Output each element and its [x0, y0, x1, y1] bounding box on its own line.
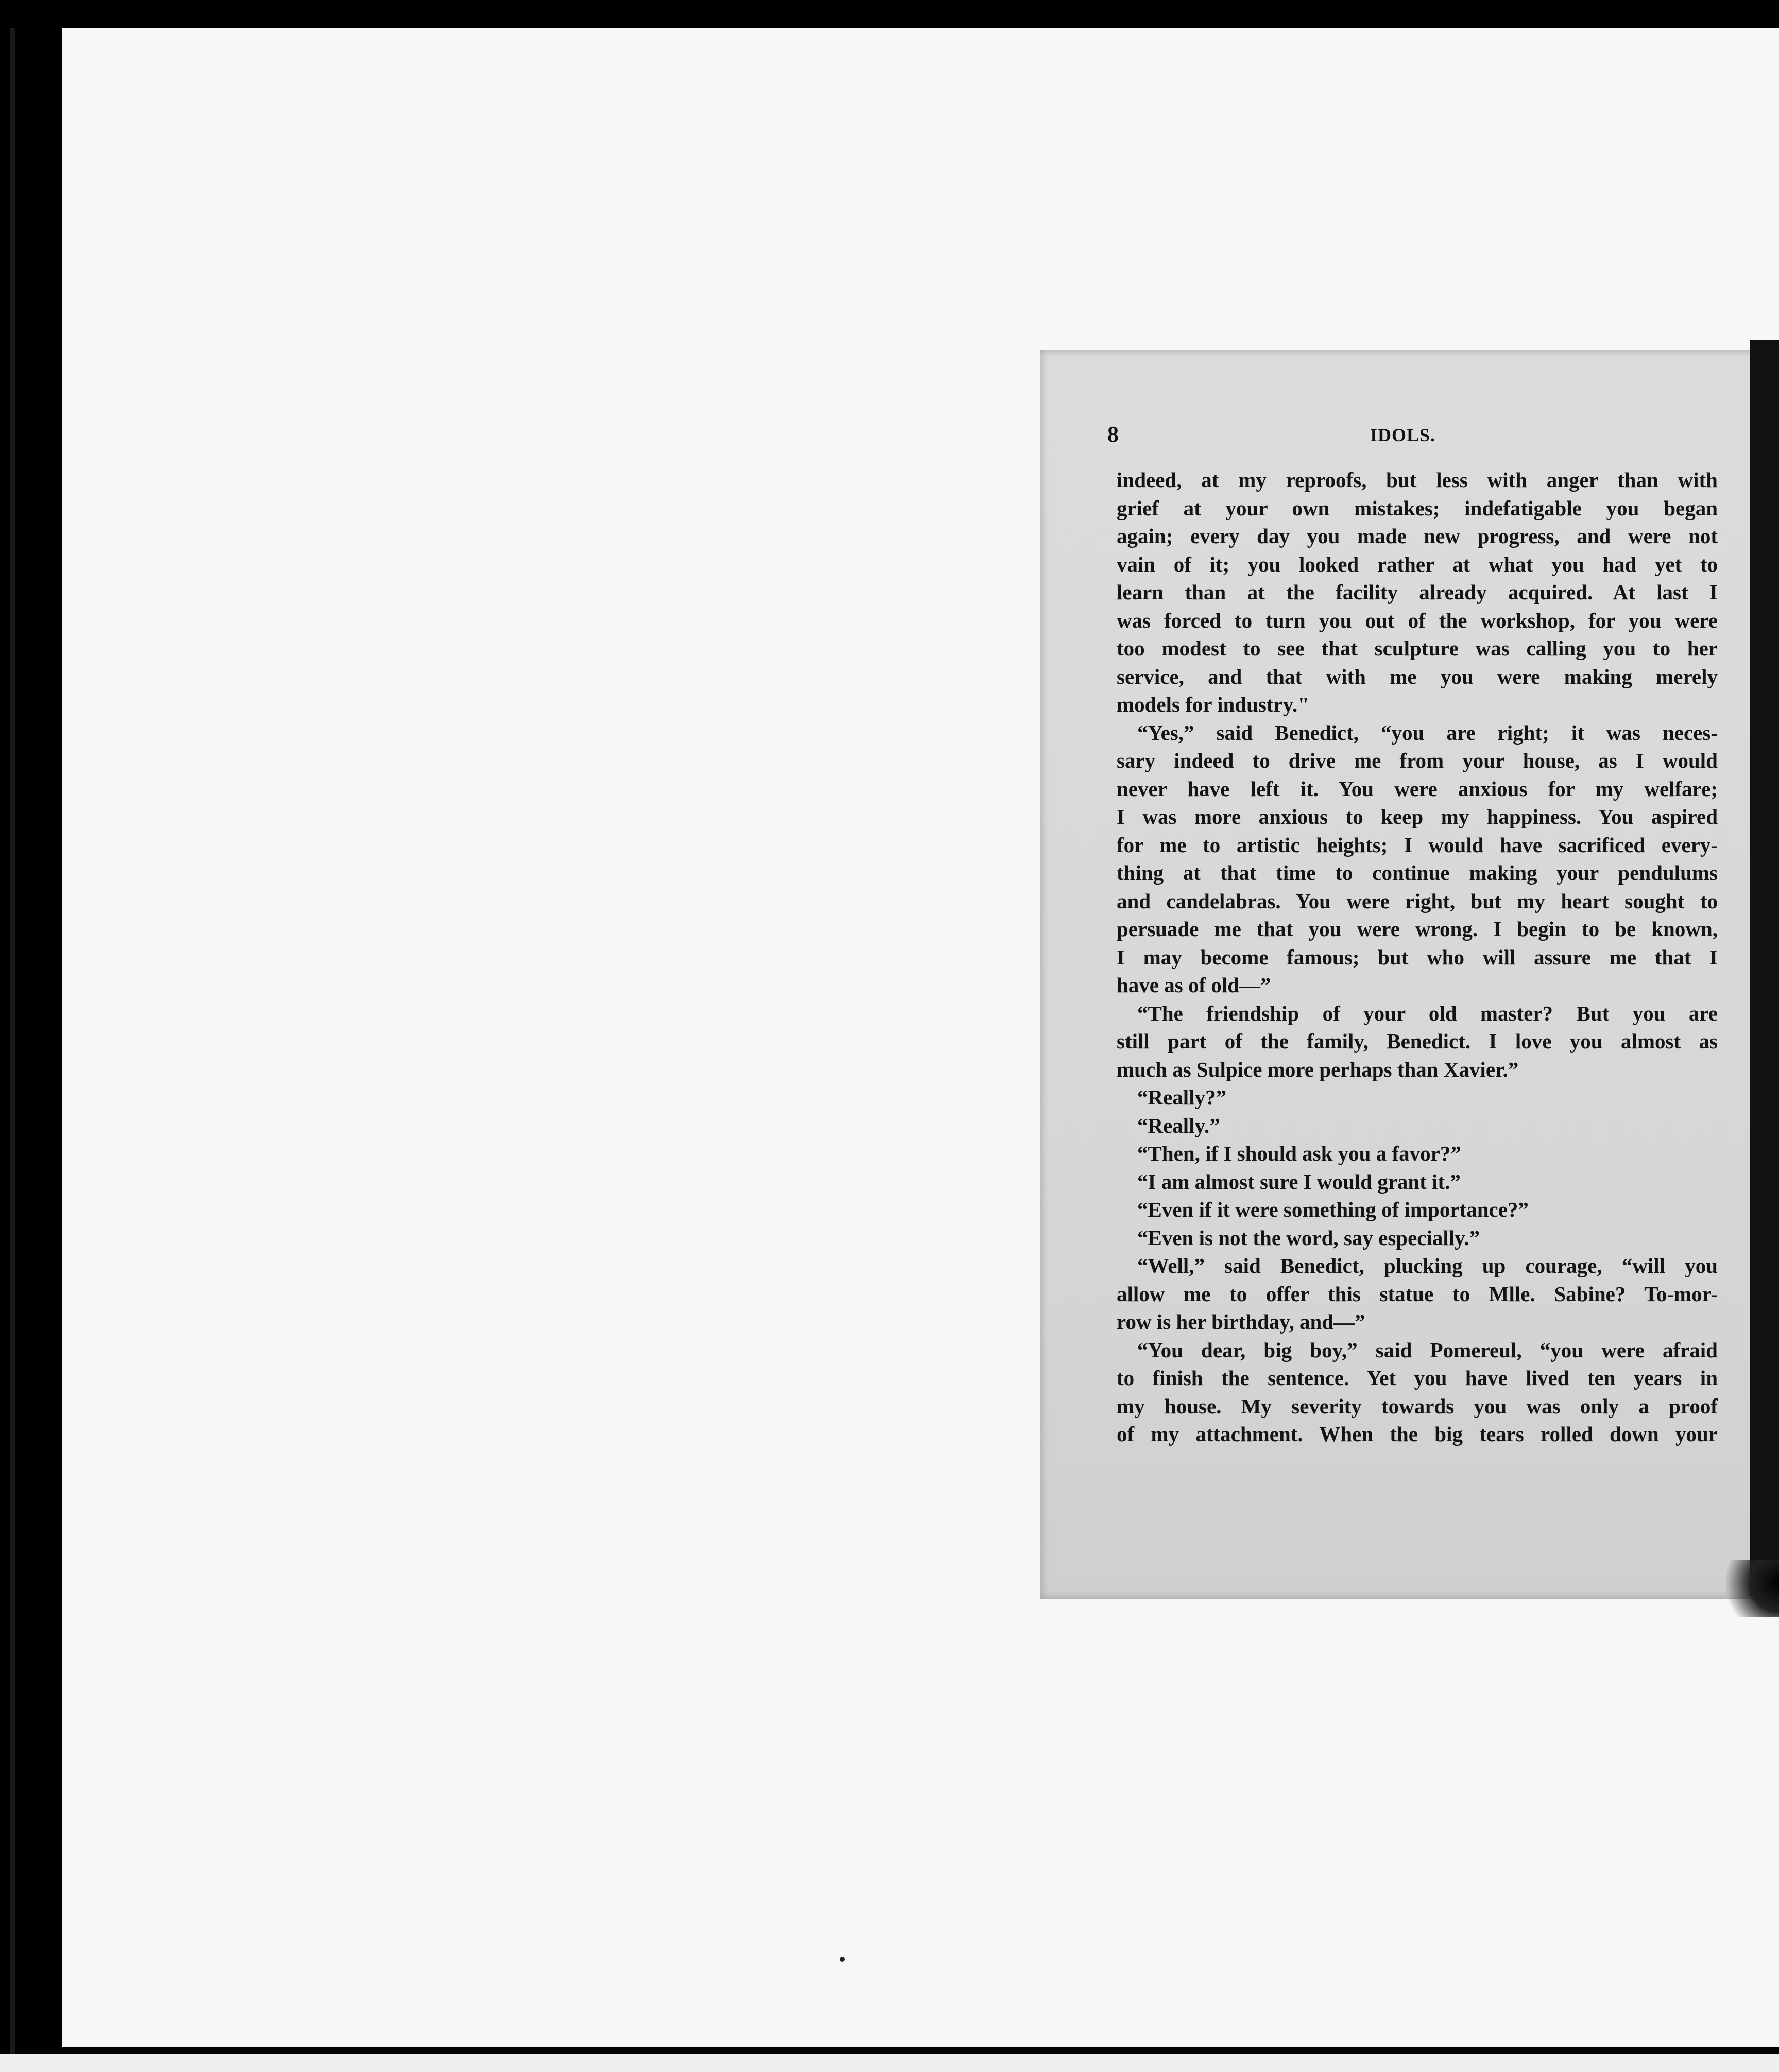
- text-line: again; every day you made new progress, and were not: [1117, 524, 1718, 548]
- page-number: 8: [1107, 422, 1119, 447]
- text-line: sary indeed to drive me from your house, as I would: [1117, 749, 1718, 772]
- text-line: “Even if it were something of importance?”: [1137, 1198, 1529, 1221]
- page-header: [1107, 421, 1718, 452]
- text-line: to finish the sentence. Yet you have lived ten years in: [1117, 1366, 1718, 1390]
- text-line: “Really?”: [1137, 1085, 1227, 1109]
- book-binding: [1750, 340, 1779, 1596]
- page-body-text: [1117, 466, 1718, 1448]
- text-line: still part of the family, Benedict. I love you almost as: [1117, 1029, 1718, 1053]
- text-line: “Then, if I should ask you a favor?”: [1137, 1142, 1461, 1165]
- text-line: was forced to turn you out of the workshop, for you were: [1117, 608, 1718, 632]
- text-line: I was more anxious to keep my happiness. You aspired: [1117, 805, 1718, 828]
- film-edge-line: [10, 28, 15, 2054]
- text-line: allow me to offer this statue to Mlle. Sabine? To-mor-: [1117, 1282, 1718, 1306]
- text-line: “Well,” said Benedict, plucking up courage, “will you: [1137, 1254, 1718, 1277]
- text-line: “Yes,” said Benedict, “you are right; it was neces-: [1137, 720, 1718, 745]
- text-line: persuade me that you were wrong. I begin to be known,: [1117, 917, 1718, 941]
- text-line: have as of old—”: [1117, 973, 1271, 997]
- text-line: much as Sulpice more perhaps than Xavier.”: [1117, 1057, 1519, 1081]
- text-line: “I am almost sure I would grant it.”: [1137, 1169, 1461, 1194]
- text-line: “Really.”: [1137, 1113, 1220, 1137]
- text-line: too modest to see that sculpture was calling you to her: [1117, 636, 1718, 660]
- text-line: for me to artistic heights; I would have sacrificed every-: [1117, 833, 1718, 857]
- text-line: and candelabras. You were right, but my heart sought to: [1117, 889, 1718, 913]
- text-line: row is her birthday, and—”: [1117, 1310, 1365, 1334]
- running-head: IDOLS.: [1370, 425, 1436, 445]
- text-line: indeed, at my reproofs, but less with anger than with: [1117, 468, 1718, 492]
- text-line: grief at your own mistakes; indefatigable you began: [1117, 496, 1718, 520]
- text-line: never have left it. You were anxious for my welfare;: [1117, 776, 1718, 801]
- text-line: vain of it; you looked rather at what you had yet to: [1117, 552, 1718, 576]
- text-line: “The friendship of your old master? But you are: [1137, 1001, 1718, 1025]
- text-line: “Even is not the word, say especially.”: [1137, 1225, 1480, 1250]
- text-line: I may become famous; but who will assure me that I: [1117, 945, 1718, 969]
- text-line: service, and that with me you were making merely: [1117, 664, 1718, 688]
- text-line: “You dear, big boy,” said Pomereul, “you were afraid: [1137, 1338, 1718, 1362]
- text-line: of my attachment. When the big tears rolled down your: [1117, 1422, 1718, 1446]
- text-line: models for industry.": [1117, 693, 1309, 716]
- text-line: learn than at the facility already acquired. At last I: [1117, 580, 1718, 604]
- film-speck: [840, 1957, 845, 1962]
- bottom-film-strip: [0, 2054, 1779, 2072]
- page-corner-shadow: [1715, 1560, 1779, 1617]
- text-line: thing at that time to continue making your pendulums: [1117, 861, 1718, 885]
- text-line: my house. My severity towards you was only a proof: [1117, 1394, 1718, 1418]
